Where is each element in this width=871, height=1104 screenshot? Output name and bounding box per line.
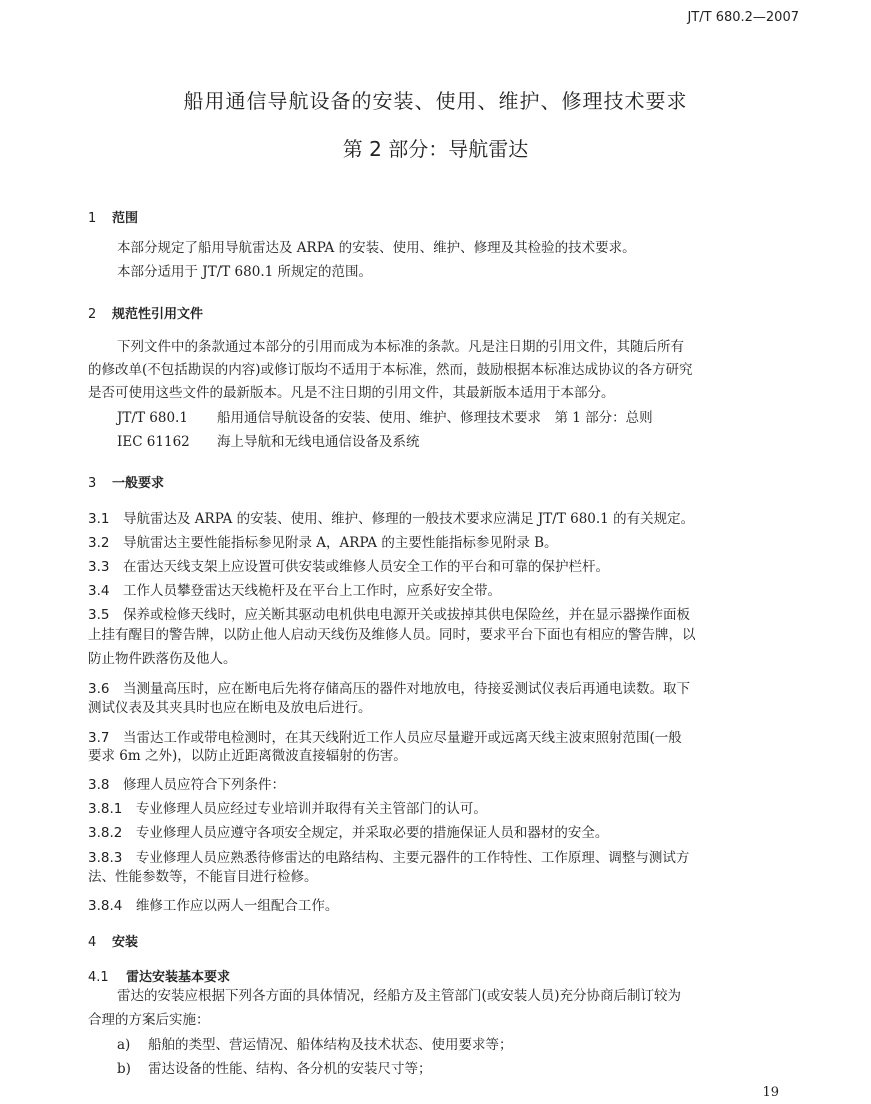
section-3-heading xyxy=(88,472,164,491)
clause-text: 导航雷达主要性能指标参见附录 A，ARPA 的主要性能指标参见附录 B。 xyxy=(122,535,558,551)
clause-number: 3.8.1 xyxy=(88,801,123,817)
clause-number: 3.7 xyxy=(88,730,110,746)
paragraph-line: 雷达的安装应根据下列各方面的具体情况，经船方及主管部门(或安装人员)充分协商后制订较为 xyxy=(117,988,682,1004)
section-2-heading xyxy=(88,303,203,322)
clause-number: 3.8.3 xyxy=(88,850,123,866)
section-title: 安装 xyxy=(112,935,139,950)
clause-number: 3.5 xyxy=(88,607,110,623)
reference-title: 船用通信导航设备的安装、使用、维护、修理技术要求 第 1 部分：总则 xyxy=(217,410,653,426)
section-title: 一般要求 xyxy=(112,476,165,491)
clause-text: 导航雷达及 ARPA 的安装、使用、维护、修理的一般技术要求应满足 JT/T 680.1 的有关规定。 xyxy=(122,511,695,527)
clause-number: 3.4 xyxy=(88,583,110,599)
clause-text: 在雷达天线支架上应设置可供安装或维修人员安全工作的平台和可靠的保护栏杆。 xyxy=(122,559,609,575)
clause-number: 3.8.2 xyxy=(88,825,123,841)
section-number: 3 xyxy=(88,476,97,491)
reference-title: 海上导航和无线电通信设备及系统 xyxy=(217,434,420,450)
clause-number: 3.3 xyxy=(88,559,110,575)
clause-text-line: 测试仪表及其夹具时也应在断电及放电后进行。 xyxy=(88,700,372,716)
section-1-heading xyxy=(88,207,138,226)
paragraph-line: 合理的方案后实施： xyxy=(88,1012,210,1028)
clause-3-7 xyxy=(88,726,682,746)
clause-text: 保养或检修天线时，应关断其驱动电机供电电源开关或拔掉其供电保险丝，并在显示器操作面板 xyxy=(122,607,690,623)
paragraph: 本部分适用于 JT/T 680.1 所规定的范围。 xyxy=(117,264,372,280)
paragraph: 本部分规定了船用导航雷达及 ARPA 的安装、使用、维护、修理及其检验的技术要求。 xyxy=(117,240,636,256)
clause-number: 3.6 xyxy=(88,681,110,697)
paragraph-line: 下列文件中的条款通过本部分的引用而成为本标准的条款。凡是注日期的引用文件，其随后所有 xyxy=(117,339,684,355)
clause-3-4 xyxy=(88,579,501,599)
clause-3-3 xyxy=(88,555,609,575)
clause-text: 专业修理人员应经过专业培训并取得有关主管部门的认可。 xyxy=(135,801,487,817)
subsection-4-1-heading xyxy=(88,966,230,985)
standard-code: JT/T 680.2—2007 xyxy=(687,10,799,25)
list-item: 雷达设备的性能、结构、各分机的安装尺寸等； xyxy=(148,1061,432,1077)
clause-text: 修理人员应符合下列条件： xyxy=(122,777,285,793)
clause-text: 专业修理人员应遵守各项安全规定，并采取必要的措施保证人员和器材的安全。 xyxy=(135,825,609,841)
clause-3-8 xyxy=(88,773,285,793)
clause-text: 当测量高压时，应在断电后先将存储高压的器件对地放电，待接妥测试仪表后再通电读数。取下 xyxy=(122,681,690,697)
clause-number: 3.8 xyxy=(88,777,110,793)
paragraph-line: 是否可使用这些文件的最新版本。凡是不注日期的引用文件，其最新版本适用于本部分。 xyxy=(88,385,615,401)
clause-number: 3.1 xyxy=(88,511,110,527)
reference-code: IEC 61162 xyxy=(117,434,190,450)
clause-text-line: 防止物件跌落伤及他人。 xyxy=(88,651,237,667)
section-title: 雷达安装基本要求 xyxy=(126,970,231,985)
clause-3-8-2 xyxy=(88,821,608,841)
clause-number: 3.8.4 xyxy=(88,898,123,914)
list-item-label: b) xyxy=(117,1061,131,1077)
clause-text: 专业修理人员应熟悉待修雷达的电路结构、主要元器件的工作特性、工作原理、调整与测试方 xyxy=(135,850,690,866)
page-number: 19 xyxy=(762,1085,779,1100)
list-item-label: a) xyxy=(117,1037,131,1053)
clause-text-line: 要求 6m 之外)，以防止近距离微波直接辐射的伤害。 xyxy=(88,748,407,764)
clause-3-1 xyxy=(88,507,694,527)
clause-text-line: 法、性能参数等，不能盲目进行检修。 xyxy=(88,869,318,885)
section-number: 4 xyxy=(88,935,97,950)
clause-number: 3.2 xyxy=(88,535,110,551)
clause-text-line: 上挂有醒目的警告牌，以防止他人启动天线伤及维修人员。同时，要求平台下面也有相应的警告牌，以 xyxy=(88,627,696,643)
clause-3-2 xyxy=(88,531,558,551)
clause-3-6 xyxy=(88,677,690,697)
clause-3-8-4 xyxy=(88,894,338,914)
clause-3-8-1 xyxy=(88,797,487,817)
clause-text: 工作人员攀登雷达天线桅杆及在平台上工作时，应系好安全带。 xyxy=(122,583,501,599)
clause-text: 维修工作应以两人一组配合工作。 xyxy=(135,898,339,914)
paragraph-line: 的修改单(不包括勘误的内容)或修订版均不适用于本标准，然而，鼓励根据本标准达成协议的各方研究 xyxy=(88,362,693,378)
section-number: 2 xyxy=(88,307,97,322)
section-title: 规范性引用文件 xyxy=(112,307,204,322)
clause-3-8-3 xyxy=(88,846,689,866)
document-title: 船用通信导航设备的安装、使用、维护、修理技术要求 xyxy=(183,89,688,113)
section-title: 范围 xyxy=(112,211,139,226)
section-number: 1 xyxy=(88,211,97,226)
clause-text: 当雷达工作或带电检测时，在其天线附近工作人员应尽量避开或远离天线主波束照射范围(一般 xyxy=(122,730,682,746)
section-number: 4.1 xyxy=(88,970,109,985)
clause-3-5 xyxy=(88,603,690,623)
part-title: 第 2 部分：导航雷达 xyxy=(342,137,529,161)
section-4-heading xyxy=(88,931,138,950)
list-item: 船舶的类型、营运情况、船体结构及技术状态、使用要求等； xyxy=(148,1037,513,1053)
reference-code: JT/T 680.1 xyxy=(117,410,188,426)
